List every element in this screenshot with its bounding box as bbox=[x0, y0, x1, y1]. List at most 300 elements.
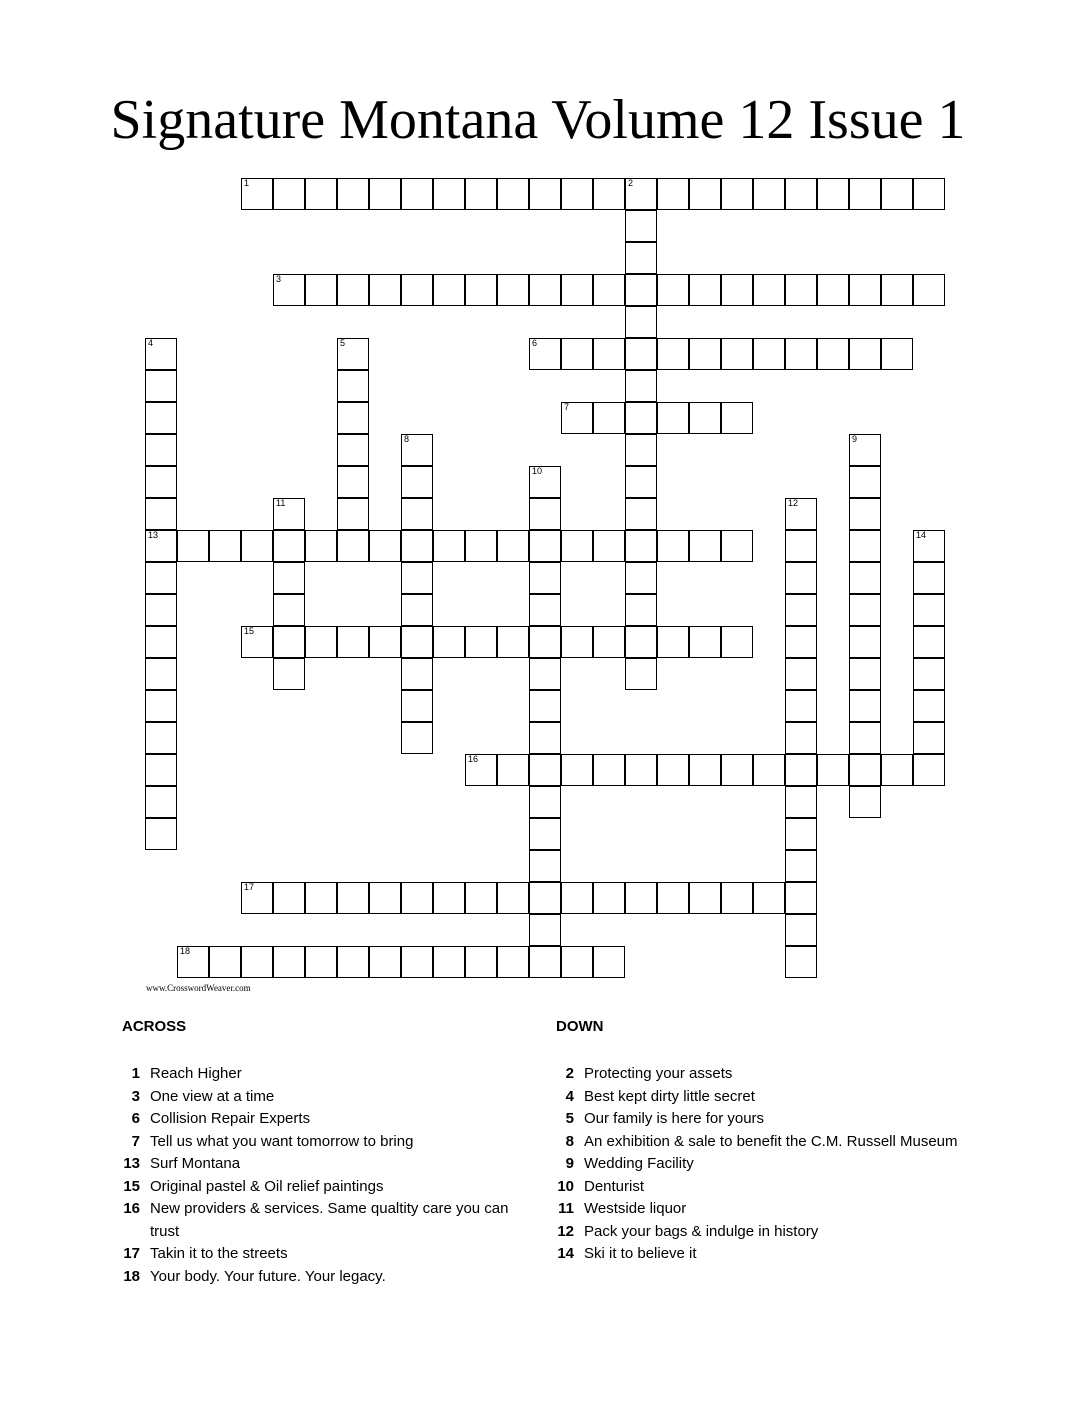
down-clue bbox=[556, 1086, 976, 1109]
grid-cell[interactable] bbox=[401, 274, 433, 306]
grid-cell[interactable] bbox=[337, 466, 369, 498]
grid-cell[interactable] bbox=[689, 626, 721, 658]
grid-cell[interactable] bbox=[785, 882, 817, 914]
clue-text: Wedding Facility bbox=[584, 1155, 694, 1172]
grid-cell[interactable] bbox=[593, 626, 625, 658]
grid-cell[interactable] bbox=[145, 562, 177, 594]
grid-cell[interactable] bbox=[849, 626, 881, 658]
grid-cell[interactable] bbox=[785, 850, 817, 882]
grid-cell[interactable] bbox=[561, 274, 593, 306]
grid-cell[interactable] bbox=[785, 530, 817, 562]
across-clue bbox=[122, 1266, 522, 1289]
grid-cell[interactable] bbox=[529, 338, 561, 370]
grid-cell[interactable] bbox=[145, 818, 177, 850]
grid-cell[interactable] bbox=[145, 338, 177, 370]
grid-cell[interactable] bbox=[497, 178, 529, 210]
clue-text: An exhibition & sale to benefit the C.M. Russell Museum bbox=[584, 1132, 958, 1150]
grid-cell[interactable] bbox=[401, 690, 433, 722]
grid-cell[interactable] bbox=[625, 242, 657, 274]
clue-number: 8 bbox=[565, 1132, 574, 1150]
grid-cell[interactable] bbox=[625, 594, 657, 626]
grid-cell[interactable] bbox=[529, 530, 561, 562]
grid-cell[interactable] bbox=[913, 274, 945, 306]
grid-cell[interactable] bbox=[145, 690, 177, 722]
grid-cell[interactable] bbox=[529, 946, 561, 978]
grid-cell[interactable] bbox=[465, 530, 497, 562]
clue-number: 4 bbox=[148, 338, 154, 348]
grid-cell[interactable] bbox=[625, 466, 657, 498]
across-clue bbox=[122, 1063, 522, 1086]
grid-cell[interactable] bbox=[433, 946, 465, 978]
across-clue bbox=[122, 1086, 522, 1109]
grid-cell[interactable] bbox=[689, 274, 721, 306]
grid-cell[interactable] bbox=[625, 306, 657, 338]
grid-cell[interactable] bbox=[657, 402, 689, 434]
grid-cell[interactable] bbox=[337, 402, 369, 434]
grid-cell[interactable] bbox=[817, 274, 849, 306]
grid-cell[interactable] bbox=[625, 210, 657, 242]
grid-cell[interactable] bbox=[145, 786, 177, 818]
grid-cell[interactable] bbox=[721, 274, 753, 306]
grid-cell[interactable] bbox=[369, 274, 401, 306]
grid-cell[interactable] bbox=[625, 274, 657, 306]
across-clue bbox=[122, 1176, 522, 1199]
grid-cell[interactable] bbox=[305, 178, 337, 210]
grid-cell[interactable] bbox=[145, 754, 177, 786]
grid-cell[interactable] bbox=[785, 914, 817, 946]
grid-cell[interactable] bbox=[337, 530, 369, 562]
grid-cell[interactable] bbox=[177, 946, 209, 978]
grid-cell[interactable] bbox=[273, 626, 305, 658]
grid-cell[interactable] bbox=[913, 530, 945, 562]
grid-cell[interactable] bbox=[337, 498, 369, 530]
grid-cell[interactable] bbox=[817, 338, 849, 370]
grid-cell[interactable] bbox=[145, 626, 177, 658]
grid-cell[interactable] bbox=[849, 338, 881, 370]
grid-cell[interactable] bbox=[305, 946, 337, 978]
across-clue bbox=[122, 1131, 522, 1154]
clue-number: 6 bbox=[131, 1110, 140, 1127]
grid-cell[interactable] bbox=[465, 626, 497, 658]
grid-cell[interactable] bbox=[305, 882, 337, 914]
down-clue bbox=[556, 1243, 976, 1266]
grid-cell[interactable] bbox=[433, 530, 465, 562]
grid-cell[interactable] bbox=[401, 626, 433, 658]
grid-cell[interactable] bbox=[433, 178, 465, 210]
grid-cell[interactable] bbox=[273, 658, 305, 690]
grid-cell[interactable] bbox=[753, 178, 785, 210]
grid-cell[interactable] bbox=[881, 754, 913, 786]
grid-cell[interactable] bbox=[497, 882, 529, 914]
grid-cell[interactable] bbox=[785, 178, 817, 210]
grid-cell[interactable] bbox=[657, 530, 689, 562]
clue-number: 16 bbox=[123, 1200, 140, 1217]
grid-cell[interactable] bbox=[625, 402, 657, 434]
clue-number: 12 bbox=[788, 498, 799, 508]
grid-cell[interactable] bbox=[401, 498, 433, 530]
grid-cell[interactable] bbox=[721, 402, 753, 434]
grid-cell[interactable] bbox=[593, 946, 625, 978]
grid-cell[interactable] bbox=[625, 626, 657, 658]
down-clue bbox=[556, 1198, 976, 1221]
clue-number: 10 bbox=[532, 466, 543, 476]
grid-cell[interactable] bbox=[401, 882, 433, 914]
grid-cell[interactable] bbox=[849, 274, 881, 306]
clue-number: 15 bbox=[244, 626, 255, 636]
grid-cell[interactable] bbox=[401, 946, 433, 978]
clue-number: 10 bbox=[557, 1177, 574, 1195]
grid-cell[interactable] bbox=[529, 786, 561, 818]
grid-cell[interactable] bbox=[433, 882, 465, 914]
grid-cell[interactable] bbox=[561, 626, 593, 658]
grid-cell[interactable] bbox=[721, 338, 753, 370]
clue-number: 18 bbox=[123, 1267, 140, 1285]
grid-cell[interactable] bbox=[561, 402, 593, 434]
clue-text: Ski it to believe it bbox=[584, 1245, 697, 1262]
grid-cell[interactable] bbox=[337, 178, 369, 210]
grid-cell[interactable] bbox=[529, 562, 561, 594]
grid-cell[interactable] bbox=[689, 402, 721, 434]
grid-cell[interactable] bbox=[625, 882, 657, 914]
grid-cell[interactable] bbox=[721, 626, 753, 658]
grid-cell[interactable] bbox=[593, 882, 625, 914]
grid-cell[interactable] bbox=[337, 882, 369, 914]
grid-cell[interactable] bbox=[753, 274, 785, 306]
grid-cell[interactable] bbox=[753, 754, 785, 786]
grid-cell[interactable] bbox=[561, 754, 593, 786]
across-clue bbox=[122, 1243, 522, 1266]
grid-cell[interactable] bbox=[145, 722, 177, 754]
grid-cell[interactable] bbox=[305, 274, 337, 306]
grid-cell[interactable] bbox=[497, 530, 529, 562]
clue-text: Tell us what you want tomorrow to bring bbox=[150, 1132, 414, 1150]
grid-cell[interactable] bbox=[689, 530, 721, 562]
grid-cell[interactable] bbox=[273, 530, 305, 562]
down-clue bbox=[556, 1131, 976, 1154]
grid-cell[interactable] bbox=[913, 658, 945, 690]
clue-number: 2 bbox=[628, 178, 634, 188]
grid-cell[interactable] bbox=[913, 562, 945, 594]
grid-cell[interactable] bbox=[721, 882, 753, 914]
clue-number: 1 bbox=[131, 1065, 140, 1082]
grid-cell[interactable] bbox=[401, 466, 433, 498]
clue-number: 15 bbox=[123, 1177, 140, 1195]
grid-cell[interactable] bbox=[593, 338, 625, 370]
grid-cell[interactable] bbox=[657, 626, 689, 658]
grid-cell[interactable] bbox=[753, 338, 785, 370]
grid-cell[interactable] bbox=[337, 370, 369, 402]
grid-cell[interactable] bbox=[305, 530, 337, 562]
grid-cell[interactable] bbox=[529, 690, 561, 722]
grid-cell[interactable] bbox=[625, 434, 657, 466]
clue-number: 18 bbox=[180, 946, 191, 956]
grid-cell[interactable] bbox=[625, 338, 657, 370]
grid-cell[interactable] bbox=[465, 754, 497, 786]
grid-cell[interactable] bbox=[529, 178, 561, 210]
grid-cell[interactable] bbox=[657, 274, 689, 306]
grid-cell[interactable] bbox=[433, 274, 465, 306]
clue-number: 7 bbox=[564, 402, 570, 412]
grid-cell[interactable] bbox=[145, 498, 177, 530]
grid-cell[interactable] bbox=[529, 882, 561, 914]
grid-cell[interactable] bbox=[785, 690, 817, 722]
grid-cell[interactable] bbox=[849, 530, 881, 562]
grid-cell[interactable] bbox=[337, 338, 369, 370]
grid-cell[interactable] bbox=[273, 498, 305, 530]
grid-cell[interactable] bbox=[625, 498, 657, 530]
clue-number: 17 bbox=[123, 1245, 140, 1262]
grid-cell[interactable] bbox=[145, 466, 177, 498]
grid-cell[interactable] bbox=[273, 946, 305, 978]
grid-cell[interactable] bbox=[849, 562, 881, 594]
grid-cell[interactable] bbox=[657, 882, 689, 914]
grid-cell[interactable] bbox=[625, 562, 657, 594]
clue-text: Surf Montana bbox=[150, 1155, 241, 1172]
grid-cell[interactable] bbox=[209, 946, 241, 978]
grid-cell[interactable] bbox=[753, 882, 785, 914]
clue-number: 11 bbox=[276, 498, 286, 508]
clue-number: 4 bbox=[565, 1087, 574, 1105]
clue-text: Pack your bags & indulge in history bbox=[584, 1222, 819, 1240]
clue-number: 12 bbox=[557, 1222, 574, 1240]
grid-cell[interactable] bbox=[593, 754, 625, 786]
clue-number: 9 bbox=[565, 1155, 574, 1172]
grid-cell[interactable] bbox=[529, 914, 561, 946]
grid-cell[interactable] bbox=[401, 594, 433, 626]
grid-cell[interactable] bbox=[145, 402, 177, 434]
grid-cell[interactable] bbox=[497, 946, 529, 978]
grid-cell[interactable] bbox=[721, 530, 753, 562]
grid-cell[interactable] bbox=[497, 754, 529, 786]
grid-cell[interactable] bbox=[657, 754, 689, 786]
clue-number: 7 bbox=[131, 1132, 140, 1150]
grid-cell[interactable] bbox=[881, 274, 913, 306]
across-clue bbox=[122, 1108, 522, 1131]
clue-text: Collision Repair Experts bbox=[150, 1110, 311, 1127]
clue-text: Westside liquor bbox=[584, 1200, 687, 1217]
clue-text: Denturist bbox=[584, 1177, 645, 1195]
grid-cell[interactable] bbox=[401, 722, 433, 754]
clue-number: 13 bbox=[123, 1155, 140, 1172]
grid-cell[interactable] bbox=[241, 626, 273, 658]
grid-cell[interactable] bbox=[401, 562, 433, 594]
down-clue bbox=[556, 1221, 976, 1244]
down-clue bbox=[556, 1153, 976, 1176]
clue-number: 1 bbox=[244, 178, 250, 188]
clue-number: 14 bbox=[916, 530, 927, 540]
grid-cell[interactable] bbox=[337, 946, 369, 978]
grid-cell[interactable] bbox=[689, 178, 721, 210]
grid-cell[interactable] bbox=[209, 530, 241, 562]
grid-cell[interactable] bbox=[625, 178, 657, 210]
grid-cell[interactable] bbox=[273, 274, 305, 306]
clue-text: Protecting your assets bbox=[584, 1065, 733, 1082]
grid-cell[interactable] bbox=[529, 498, 561, 530]
grid-cell[interactable] bbox=[561, 338, 593, 370]
clue-number: 5 bbox=[565, 1110, 574, 1127]
grid-cell[interactable] bbox=[241, 882, 273, 914]
grid-cell[interactable] bbox=[529, 626, 561, 658]
grid-cell[interactable] bbox=[625, 530, 657, 562]
grid-cell[interactable] bbox=[273, 562, 305, 594]
grid-cell[interactable] bbox=[529, 594, 561, 626]
grid-cell[interactable] bbox=[369, 882, 401, 914]
grid-cell[interactable] bbox=[849, 722, 881, 754]
grid-cell[interactable] bbox=[817, 754, 849, 786]
grid-cell[interactable] bbox=[721, 178, 753, 210]
clue-number: 14 bbox=[557, 1245, 574, 1262]
clue-text: Reach Higher bbox=[150, 1065, 242, 1082]
grid-cell[interactable] bbox=[625, 370, 657, 402]
grid-cell[interactable] bbox=[465, 882, 497, 914]
grid-cell[interactable] bbox=[913, 690, 945, 722]
grid-cell[interactable] bbox=[881, 338, 913, 370]
grid-cell[interactable] bbox=[337, 434, 369, 466]
clue-number: 8 bbox=[404, 434, 410, 444]
grid-cell[interactable] bbox=[785, 818, 817, 850]
grid-cell[interactable] bbox=[241, 178, 273, 210]
across-clue bbox=[122, 1198, 522, 1243]
clue-number: 2 bbox=[565, 1065, 574, 1082]
grid-cell[interactable] bbox=[913, 754, 945, 786]
grid-cell[interactable] bbox=[721, 754, 753, 786]
down-clues bbox=[556, 1018, 976, 1266]
grid-cell[interactable] bbox=[913, 178, 945, 210]
clue-number: 3 bbox=[276, 274, 282, 284]
grid-cell[interactable] bbox=[465, 178, 497, 210]
clue-text: Original pastel & Oil relief paintings bbox=[150, 1177, 384, 1195]
clue-text: Your body. Your future. Your legacy. bbox=[150, 1267, 386, 1285]
puzzle-title: Signature Montana Volume 12 Issue 1 bbox=[110, 89, 966, 151]
grid-cell[interactable] bbox=[337, 626, 369, 658]
grid-cell[interactable] bbox=[593, 402, 625, 434]
clue-text: Takin it to the streets bbox=[150, 1245, 288, 1262]
grid-cell[interactable] bbox=[593, 178, 625, 210]
grid-cell[interactable] bbox=[305, 626, 337, 658]
grid-cell[interactable] bbox=[465, 274, 497, 306]
grid-cell[interactable] bbox=[241, 946, 273, 978]
grid-cell[interactable] bbox=[145, 530, 177, 562]
grid-cell[interactable] bbox=[145, 594, 177, 626]
grid-cell[interactable] bbox=[785, 754, 817, 786]
grid-cell[interactable] bbox=[817, 178, 849, 210]
grid-cell[interactable] bbox=[529, 722, 561, 754]
clue-number: 5 bbox=[340, 338, 346, 348]
grid-cell[interactable] bbox=[785, 946, 817, 978]
grid-cell[interactable] bbox=[657, 338, 689, 370]
grid-cell[interactable] bbox=[625, 658, 657, 690]
grid-cell[interactable] bbox=[465, 946, 497, 978]
grid-cell[interactable] bbox=[369, 946, 401, 978]
grid-cell[interactable] bbox=[785, 658, 817, 690]
grid-cell[interactable] bbox=[529, 850, 561, 882]
grid-cell[interactable] bbox=[849, 466, 881, 498]
crossword-weaver-credit: www.CrosswordWeaver.com bbox=[146, 983, 251, 993]
across-clues bbox=[122, 1018, 522, 1288]
clue-text: One view at a time bbox=[150, 1087, 275, 1105]
grid-cell[interactable] bbox=[689, 882, 721, 914]
grid-cell[interactable] bbox=[913, 594, 945, 626]
grid-cell[interactable] bbox=[337, 274, 369, 306]
clue-number: 11 bbox=[558, 1200, 574, 1217]
grid-cell[interactable] bbox=[849, 786, 881, 818]
grid-cell[interactable] bbox=[689, 338, 721, 370]
grid-cell[interactable] bbox=[913, 722, 945, 754]
grid-cell[interactable] bbox=[849, 754, 881, 786]
grid-cell[interactable] bbox=[401, 434, 433, 466]
clue-number: 13 bbox=[148, 530, 159, 540]
grid-cell[interactable] bbox=[529, 754, 561, 786]
grid-cell[interactable] bbox=[273, 594, 305, 626]
grid-cell[interactable] bbox=[561, 530, 593, 562]
across-clue bbox=[122, 1153, 522, 1176]
grid-cell[interactable] bbox=[561, 178, 593, 210]
grid-cell[interactable] bbox=[849, 658, 881, 690]
grid-cell[interactable] bbox=[529, 658, 561, 690]
grid-cell[interactable] bbox=[913, 626, 945, 658]
grid-cell[interactable] bbox=[433, 626, 465, 658]
grid-cell[interactable] bbox=[849, 690, 881, 722]
down-heading: DOWN bbox=[556, 1018, 604, 1035]
grid-cell[interactable] bbox=[849, 434, 881, 466]
grid-cell[interactable] bbox=[145, 658, 177, 690]
grid-cell[interactable] bbox=[369, 530, 401, 562]
grid-cell[interactable] bbox=[561, 946, 593, 978]
grid-cell[interactable] bbox=[529, 818, 561, 850]
grid-cell[interactable] bbox=[145, 434, 177, 466]
grid-cell[interactable] bbox=[145, 370, 177, 402]
grid-cell[interactable] bbox=[625, 754, 657, 786]
grid-cell[interactable] bbox=[785, 274, 817, 306]
grid-cell[interactable] bbox=[497, 626, 529, 658]
grid-cell[interactable] bbox=[529, 274, 561, 306]
grid-cell[interactable] bbox=[785, 786, 817, 818]
grid-cell[interactable] bbox=[849, 594, 881, 626]
grid-cell[interactable] bbox=[785, 594, 817, 626]
grid-cell[interactable] bbox=[401, 530, 433, 562]
grid-cell[interactable] bbox=[497, 274, 529, 306]
clue-number: 17 bbox=[244, 882, 255, 892]
grid-cell[interactable] bbox=[849, 498, 881, 530]
grid-cell[interactable] bbox=[785, 498, 817, 530]
grid-cell[interactable] bbox=[785, 626, 817, 658]
grid-cell[interactable] bbox=[849, 178, 881, 210]
grid-cell[interactable] bbox=[785, 338, 817, 370]
clue-text: Our family is here for yours bbox=[584, 1110, 765, 1127]
across-heading: ACROSS bbox=[122, 1018, 187, 1035]
grid-cell[interactable] bbox=[273, 178, 305, 210]
grid-cell[interactable] bbox=[881, 178, 913, 210]
grid-cell[interactable] bbox=[785, 562, 817, 594]
grid-cell[interactable] bbox=[369, 626, 401, 658]
grid-cell[interactable] bbox=[401, 658, 433, 690]
down-clue bbox=[556, 1176, 976, 1199]
grid-cell[interactable] bbox=[593, 274, 625, 306]
grid-cell[interactable] bbox=[785, 722, 817, 754]
grid-cell[interactable] bbox=[657, 178, 689, 210]
grid-cell[interactable] bbox=[273, 882, 305, 914]
grid-cell[interactable] bbox=[593, 530, 625, 562]
grid-cell[interactable] bbox=[241, 530, 273, 562]
grid-cell[interactable] bbox=[529, 466, 561, 498]
grid-cell[interactable] bbox=[689, 754, 721, 786]
down-clue bbox=[556, 1063, 976, 1086]
grid-cell[interactable] bbox=[369, 178, 401, 210]
grid-cell[interactable] bbox=[177, 530, 209, 562]
down-clue-list bbox=[556, 1063, 976, 1266]
grid-cell[interactable] bbox=[401, 178, 433, 210]
grid-cell[interactable] bbox=[561, 882, 593, 914]
